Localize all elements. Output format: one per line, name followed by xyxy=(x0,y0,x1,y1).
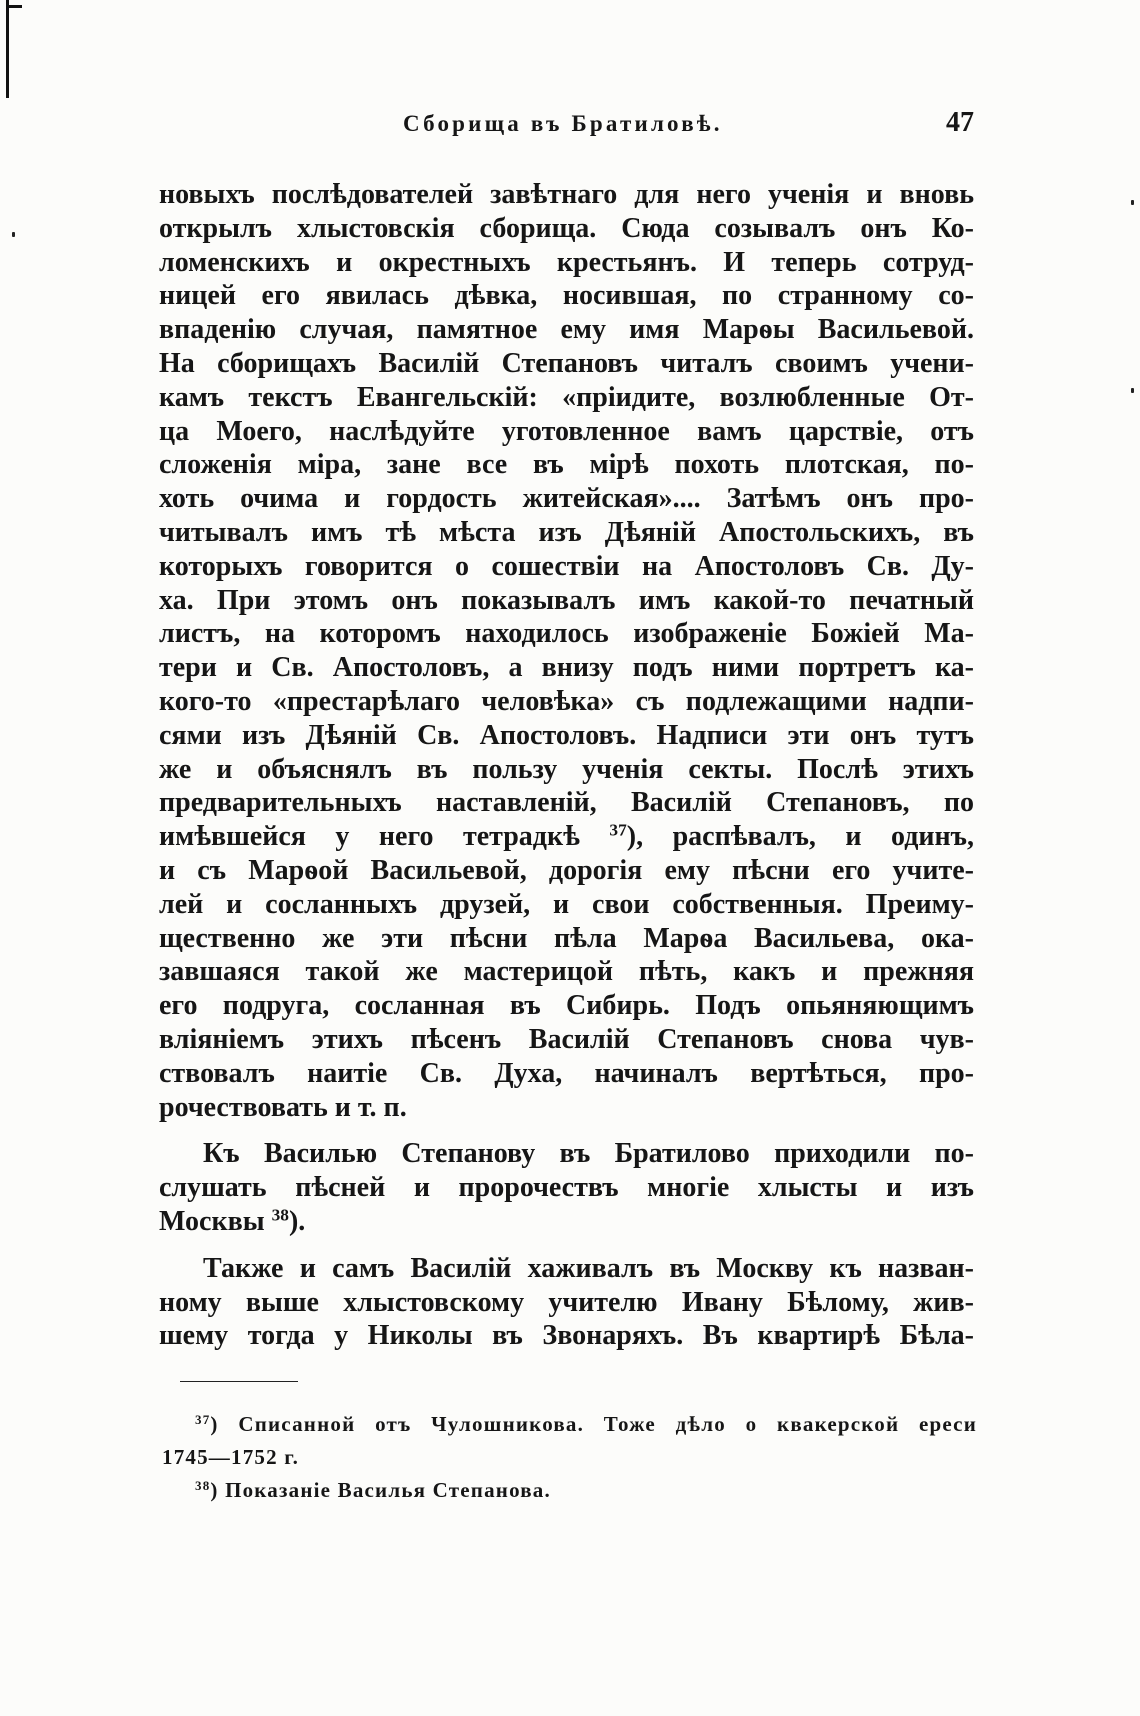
text-line: завшаяся такой же мастерицой пѣть, какъ и прежняя xyxy=(159,956,974,988)
text-line: Также и самъ Василій хаживалъ въ Москву къ назван- xyxy=(203,1252,974,1284)
text-line: предварительныхъ наставленій, Василій Степановъ, по xyxy=(159,787,974,819)
text-line: ствовалъ наитіе Св. Духа, начиналъ вертѣться, про- xyxy=(159,1057,974,1089)
footnote-continuation: 1745—1752 г. xyxy=(162,1445,300,1469)
scan-speck xyxy=(1131,200,1134,205)
scan-speck xyxy=(12,232,15,237)
running-head: Сборища въ Братиловѣ. xyxy=(403,111,723,136)
text-line: его подруга, сосланная въ Сибирь. Подъ опьяняющимъ xyxy=(159,990,974,1022)
footnote-38 xyxy=(162,1474,977,1507)
text-line xyxy=(159,1205,974,1239)
paragraph xyxy=(159,178,974,1124)
text-line: Къ Василью Степанову въ Братилово приходили по- xyxy=(203,1138,974,1170)
text-line: шему тогда у Николы въ Звонаряхъ. Въ квартирѣ Бѣла- xyxy=(159,1320,974,1352)
text-line: ному выше хлыстовскому учителю Ивану Бѣлому, жив- xyxy=(159,1286,974,1318)
footnote-37 xyxy=(162,1408,977,1441)
text-line: новыхъ послѣдователей завѣтнаго для него ученія и вновь xyxy=(159,179,974,210)
text-line: открылъ хлыстовскія сборища. Сюда созывалъ онъ Ко- xyxy=(159,212,974,244)
text-segment: ), распѣвалъ, и одинъ, xyxy=(626,821,974,853)
paragraph xyxy=(159,1252,974,1353)
text-line: читывалъ имъ тѣ мѣста изъ Дѣяній Апостольскихъ, въ xyxy=(159,516,974,548)
text-line: камъ текстъ Евангельскій: «пріидите, возлюбленные От- xyxy=(159,381,974,413)
footnote-marker: 37 xyxy=(195,1411,211,1427)
footnote-ref: 37 xyxy=(609,820,627,840)
text-line: ха. При этомъ онъ показывалъ имъ какой-то печатный xyxy=(159,584,974,616)
page-number: 47 xyxy=(946,107,974,138)
footnote-text: ) Показаніе Василья Степанова. xyxy=(210,1478,551,1502)
paragraph xyxy=(159,1137,974,1238)
main-text xyxy=(159,178,974,1353)
text-line: которыхъ говорится о сошествіи на Апостоловъ Св. Ду- xyxy=(159,550,974,582)
text-segment: Москвы xyxy=(159,1205,272,1237)
footnote-text: ) Списанной отъ Чулошникова. Тоже дѣло о квакерской ереси xyxy=(210,1412,977,1436)
text-line: На сборищахъ Василій Степановъ читалъ своимъ учени- xyxy=(159,347,974,379)
text-line: рочествовать и т. п. xyxy=(159,1091,407,1123)
text-line: сями изъ Дѣяній Св. Апостоловъ. Надписи эти онъ тутъ xyxy=(159,719,974,751)
footnote-marker: 38 xyxy=(195,1477,211,1493)
text-line xyxy=(159,820,974,854)
text-line: листъ, на которомъ находилось изображеніе Божіей Ма- xyxy=(159,618,974,650)
footnotes xyxy=(162,1408,977,1507)
text-line: ницей его явилась дѣвка, носившая, по странному со- xyxy=(159,280,974,312)
text-line: слушать пѣсней и пророчествъ многіе хлысты и изъ xyxy=(159,1172,974,1204)
text-line: тери и Св. Апостоловъ, а внизу подъ ними портретъ ка- xyxy=(159,652,974,684)
text-line: ца Моего, наслѣдуйте уготовленное вамъ царствіе, отъ xyxy=(159,415,974,447)
scan-edge-mark xyxy=(6,0,9,98)
text-segment: имѣвшейся у него тетрадкѣ xyxy=(159,821,610,853)
text-line: ломенскихъ и окрестныхъ крестьянъ. И теперь сотруд- xyxy=(159,246,974,278)
text-segment: ). xyxy=(288,1205,306,1237)
text-line: сложенія міра, зане все въ мірѣ похоть плотская, по- xyxy=(159,449,974,481)
footnote-rule xyxy=(180,1381,298,1382)
text-line: лей и сосланныхъ друзей, и свои собственныя. Преиму- xyxy=(159,888,974,920)
text-line: же и объяснялъ въ пользу ученія секты. Послѣ этихъ xyxy=(159,753,974,785)
scan-speck xyxy=(1131,388,1134,393)
text-line: впаденію случая, памятное ему имя Марѳы Васильевой. xyxy=(159,314,974,346)
text-line: вліяніемъ этихъ пѣсенъ Василій Степановъ снова чув- xyxy=(159,1023,974,1055)
text-line: и съ Марѳой Васильевой, дорогія ему пѣсни его учите- xyxy=(159,854,974,886)
text-line: щественно же эти пѣсни пѣла Марѳа Васильева, ока- xyxy=(159,922,974,954)
text-line: хоть очима и гордость житейская».... Затѣмъ онъ про- xyxy=(159,483,974,515)
scan-edge-mark xyxy=(6,5,22,8)
text-line: кого-то «престарѣлаго человѣка» съ подлежащими надпи- xyxy=(159,685,974,717)
footnote-ref: 38 xyxy=(271,1205,289,1225)
